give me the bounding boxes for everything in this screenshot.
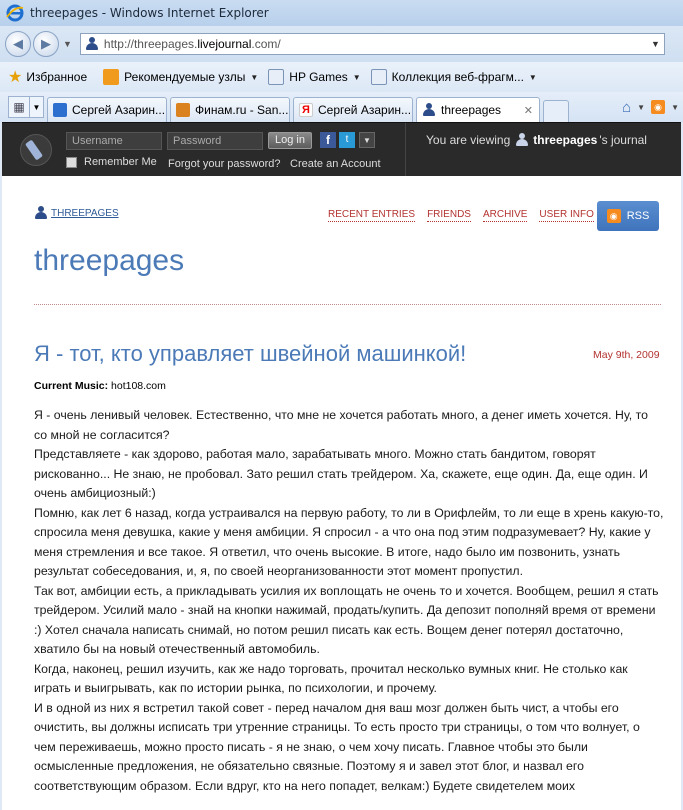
journal-user-label: THREEPAGES	[51, 207, 119, 219]
create-account-link[interactable]: Create an Account	[290, 158, 381, 170]
favorites-item-suggested[interactable]	[103, 69, 258, 85]
post-paragraph: Помню, как лет 6 назад, когда устраивался на первую работу, то ли в Орифлейм, то ли еще в хрень какую-то, спросила меня девушка, какие у меня амбиции. Я спросил - а что она под этим подразумевает? Ну, какие у меня стремления и все такое. Я ответил, что очень высокие. В итоге, надо было им позвонить, узнать результат собеседования, и, я, по своей неорганизованности этот момент пропустил.	[34, 505, 664, 578]
tab-label: Сергей Азарин...	[72, 103, 166, 117]
feeds-icon[interactable]: ◉	[651, 100, 665, 114]
webpage-icon	[268, 69, 284, 85]
current-music-value: hot108.com	[111, 380, 166, 392]
post-title[interactable]: Я - тот, кто управляет швейной машинкой!	[34, 341, 467, 366]
favorites-item-label: HP Games	[289, 70, 348, 84]
url-prefix: http://threepages.	[103, 37, 198, 51]
login-button[interactable]: Log in	[268, 132, 312, 149]
nav-recent-entries[interactable]: RECENT ENTRIES	[328, 209, 416, 220]
tab-list-button[interactable]: ▼	[30, 96, 44, 118]
site-user-icon	[85, 37, 99, 51]
suggested-sites-icon	[103, 69, 119, 85]
journal-user-link[interactable]	[34, 206, 119, 220]
feeds-dropdown-icon[interactable]: ▼	[671, 102, 679, 112]
favorites-bar	[0, 62, 683, 92]
post-body	[34, 406, 664, 796]
password-input[interactable]: Password	[167, 132, 263, 150]
current-music	[34, 380, 166, 392]
favorites-button[interactable]: Избранное	[26, 70, 88, 84]
dropdown-arrow-icon: ▼	[352, 72, 361, 82]
facebook-icon[interactable]: f	[320, 132, 336, 148]
tab-1[interactable]	[47, 97, 167, 122]
nav-friends[interactable]: FRIENDS	[427, 209, 471, 220]
finam-icon	[176, 103, 190, 117]
post-paragraph: Представляете - как здорово, работая мало, зарабатывать много. Можно стать бандитом, говорят рискованно... Не знаю, не пробовал. Зато решил стать трейдером. Ха, скажете, еще один. Да, еще один. И очень амбициозный:)	[34, 447, 648, 500]
current-music-label: Current Music:	[34, 380, 109, 392]
livejournal-logo-icon[interactable]	[20, 134, 52, 166]
back-arrow-icon: ◀	[13, 36, 23, 51]
dropdown-arrow-icon: ▼	[250, 72, 259, 82]
new-tab-button[interactable]	[543, 100, 569, 122]
viewing-suffix: 's journal	[599, 133, 647, 147]
login-options-dropdown-icon[interactable]: ▼	[359, 132, 375, 148]
post-paragraph: Я - очень ленивый человек. Естественно, что мне не хочется работать много, а денег иметь хочется. Ну, то со мной не согласится?	[34, 408, 648, 442]
tab-label: Финам.ru - San...	[195, 103, 289, 117]
header-divider	[405, 123, 406, 177]
back-button[interactable]	[5, 31, 31, 57]
journal-user-icon	[515, 133, 529, 147]
viewing-prefix: You are viewing	[426, 133, 511, 147]
post-paragraph: Так вот, амбиции есть, а прикладывать усилия их воплощать не очень то и хочется. Вообщем, решил я стать трейдером. Усилий мало - знай на кнопки нажимай, продать/купить. Да депозит пополняй время от времени :) Хотел сначала написать снимай, но потом решил писать как есть. Вощем денег потерял достаточно, хватило бы на новый отечественный автомобиль.	[34, 583, 659, 656]
twitter-icon[interactable]: t	[339, 132, 355, 148]
yandex-icon: Я	[299, 103, 313, 117]
tab-label: threepages	[441, 103, 502, 117]
tab-active[interactable]	[416, 97, 540, 122]
dropdown-arrow-icon: ▼	[528, 72, 537, 82]
post-date[interactable]: May 9th, 2009	[593, 349, 660, 361]
viewing-user-link[interactable]: threepages	[533, 133, 598, 147]
tab-2[interactable]	[170, 97, 290, 122]
post-paragraph: Когда, наконец, решил изучить, как же надо торговать, прочитал несколько вумных книг. Не столько как играть и выигрывать, как по истории рынка, по психологии, и прочему.	[34, 661, 628, 695]
forgot-password-link[interactable]: Forgot your password?	[168, 158, 281, 170]
ie-page-icon	[53, 103, 67, 117]
address-toolbar	[0, 26, 683, 62]
tab-3[interactable]	[293, 97, 413, 122]
title-divider	[34, 304, 661, 305]
home-icon[interactable]: ⌂	[622, 98, 632, 116]
internet-explorer-icon	[6, 4, 24, 22]
webslice-icon	[371, 69, 387, 85]
window-title: threepages - Windows Internet Explorer	[30, 6, 269, 20]
quick-tabs-icon: ▦	[13, 100, 25, 114]
url-host: livejournal	[197, 37, 252, 51]
nav-user-info[interactable]: USER INFO	[539, 209, 594, 220]
favorites-star-icon[interactable]: ★	[8, 69, 23, 86]
favorites-item-hp-games[interactable]	[268, 69, 360, 85]
username-input[interactable]: Username	[66, 132, 162, 150]
lj-user-icon	[422, 103, 436, 117]
journal-nav	[328, 209, 606, 222]
lj-header	[2, 122, 681, 176]
favorites-item-label: Коллекция веб-фрагм...	[391, 70, 524, 84]
post-paragraph: И в одной из них я встретил такой совет - перед началом дня ваш мозг должен быть чист, а чтобы его очистить, вы должны исписать три утренние страницы. То есть просто три страницы, о том что волнует, о чем переживаешь, можно просто писать - я не знаю, о чем хочу писать. Главное чтобы это были осмысленные предложения, не обязательно связные. Поэтому я и завел этот блог, и назвал его соответствующим образом. Если вдруг, кто на него попадет, велкам:) Будете свидетелем моих	[34, 700, 640, 793]
address-dropdown-icon[interactable]: ▼	[651, 39, 660, 49]
favorites-item-label: Рекомендуемые узлы	[124, 70, 246, 84]
journal-page	[2, 176, 681, 810]
rss-label: RSS	[626, 210, 650, 222]
favorites-item-webslice[interactable]	[371, 69, 537, 85]
close-tab-icon[interactable]: ✕	[523, 104, 533, 117]
journal-title[interactable]: threepages	[34, 244, 185, 277]
viewing-journal-text	[426, 133, 647, 147]
forward-arrow-icon: ▶	[41, 36, 51, 51]
user-icon	[34, 206, 48, 220]
remember-me-checkbox[interactable]	[66, 157, 77, 168]
address-bar[interactable]	[80, 33, 665, 55]
tab-label: Сергей Азарин...	[318, 103, 412, 117]
url-suffix: .com/	[251, 37, 281, 51]
tab-bar	[0, 92, 683, 122]
forward-button[interactable]	[33, 31, 59, 57]
recent-pages-dropdown[interactable]: ▼	[63, 39, 72, 49]
remember-me[interactable]	[66, 156, 157, 168]
command-bar	[616, 92, 683, 122]
quick-tabs-button[interactable]	[8, 96, 30, 118]
window-titlebar	[0, 0, 683, 26]
rss-icon: ◉	[607, 209, 621, 223]
rss-button[interactable]	[597, 201, 659, 231]
remember-me-label: Remember Me	[84, 156, 157, 168]
home-dropdown-icon[interactable]: ▼	[637, 102, 646, 112]
nav-archive[interactable]: ARCHIVE	[482, 209, 528, 220]
